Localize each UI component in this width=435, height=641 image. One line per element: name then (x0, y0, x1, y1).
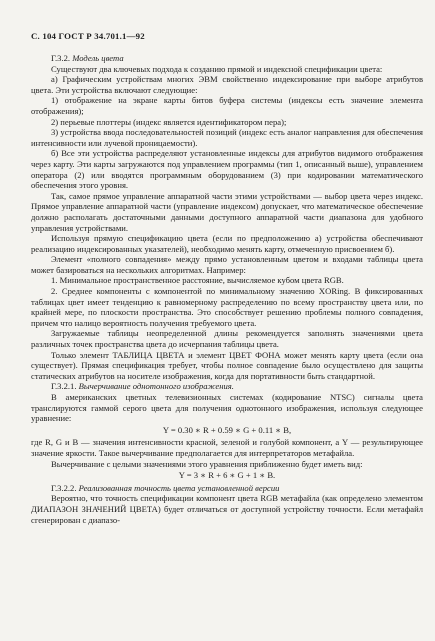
paragraph: Только элемент ТАБЛИЦА ЦВЕТА и элемент ЦВЕТ ФОНА может менять карту цвета (если она существует). Прямая спецификация требует, чтобы полное совпадение было осуществлено для защиты статических атрибутов на носителе изображения, когда для портативности быть стандартной. (31, 349, 423, 381)
list-item-a: а) Графическим устройствам многих ЭВМ свойственно индексирование при выборе атрибутов цвета. Эти устройства включают следующие: (31, 74, 423, 95)
list-item-2: 2. Среднее компоненты с компонентой по минимальному значению XORing. В фиксированных таблицах цвет имеет тенденцию к равномерному распределению по всему пространству цвета или, по крайней мере, по плоскости пространства. Это способствует решению проблемы полного совпадения, причем что налицо вероятность получения требуемого цвета. (31, 286, 423, 328)
paragraph: где R, G и B — значения интенсивности красной, зеленой и голубой компонент, а Y — результирующее значение яркости. Такое вычерчивание предполагается для интерпретаторов метафайла. (31, 437, 423, 458)
document-body (31, 53, 423, 525)
section-number: Г.3.2.1. (51, 381, 77, 392)
section-number: Г.3.2. (51, 53, 71, 63)
paragraph: Так, самое прямое управление аппаратной части этими устройствами — выбор цвета через индекс. Прямое управление аппаратной части (управление индексом) допускает, что математическое обеспечение должно располагать достаточными данными доступного аппаратной части диапазона для удобного управления устройствами. (31, 190, 423, 233)
paragraph: Существуют два ключевых подхода к созданию прямой и индексной спецификации цвета: (51, 63, 383, 74)
paragraph: Загружаемые таблицы неопределенной длины рекомендуется заполнять значениями цвета различных точек пространства цвета до исчерпания таблицы цвета. (31, 328, 423, 350)
section-heading-g3322 (51, 483, 423, 494)
section-title: Вычерчивание однотонного изображения. (78, 381, 234, 392)
list-item-a3: 3) устройства ввода последовательностей позиций (индекс есть аналог направления для обеспечения интенсивности или лучевой проницаемости). (31, 127, 423, 148)
paragraph: Вычерчивание с целыми значениями этого уравнения приближенно будет иметь вид: (51, 458, 363, 469)
paragraph: Элемент «полного совпадения» между прямо установленным цветом и входами таблицы цвета может базироваться на нескольких алгоритмах. Например: (31, 254, 423, 275)
section-title: Реализованная точность цвета установленной версии (78, 482, 280, 493)
section-title: Модель цвета (72, 53, 124, 63)
section-heading-g332 (51, 53, 423, 64)
section-heading-g3321 (51, 381, 423, 392)
page-header: С. 104 ГОСТ Р 34.701.1—92 (31, 31, 145, 41)
section-number: Г.3.2.2. (51, 482, 77, 493)
formula-luminance: Y = 0.30 ∗ R + 0.59 ∗ G + 0.11 ∗ B, (162, 424, 292, 435)
paragraph: В американских цветных телевизионных системах (кодирование NTSC) сигналы цвета транслируются гаммой серого цвета для получения однотонного изображения, используя следующее уравнение: (31, 392, 423, 424)
paragraph: Используя прямую спецификацию цвета (если по предположению а) устройства обеспечивают реализацию индексированных указателей), необходимо менять карту, отмеченную присвоением б). (31, 233, 423, 254)
formula-integer: Y = 3 ∗ R + 6 ∗ G + 1 ∗ B. (178, 470, 276, 481)
list-item-1: 1. Минимальное пространственное расстояние, вычисляемое кубом цвета RGB. (51, 275, 344, 286)
list-item-a2: 2) перьевые плоттеры (индекс является идентификатором пера); (51, 116, 287, 127)
list-item-b: б) Все эти устройства распределяют установленные индексы для атрибутов видимого отображения через карту. Эти карты загружаются под управлением программы (тип 1, описанный выше), управлением оператора (2) или вводятся программным оборудованием (3) при кодировании математического обеспечения этого уровня. (31, 148, 423, 191)
paragraph: Вероятно, что точность спецификации компонент цвета RGB метафайла (как определено элементом ДИАПАЗОН ЗНАЧЕНИЙ ЦВЕТА) будет отличаться от доступной устройству точности. Если метафайл сгенерирован с диапазо- (31, 493, 423, 525)
list-item-a1: 1) отображение на экране карты битов буфера системы (индексы есть значение элемента отображения); (31, 95, 423, 116)
